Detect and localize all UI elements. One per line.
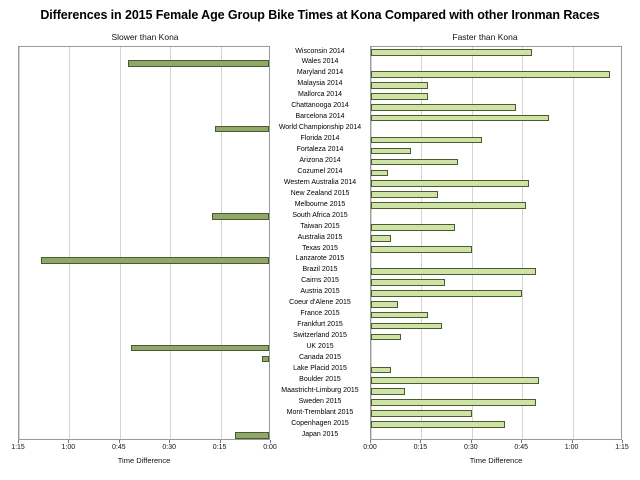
- category-label: Chattanooga 2014: [291, 102, 349, 110]
- bar-slower: [262, 356, 269, 363]
- axis-tick-label: 0:00: [263, 444, 277, 451]
- bar-faster: [371, 82, 428, 89]
- bar-faster: [371, 388, 405, 395]
- bar-faster: [371, 137, 482, 144]
- chart-title: Differences in 2015 Female Age Group Bike Times at Kona Compared with other Ironman Races: [40, 8, 600, 22]
- axis-tickmark: [220, 440, 221, 443]
- bar-slower: [41, 257, 270, 264]
- axis-tickmark: [572, 440, 573, 443]
- category-label: Lake Placid 2015: [293, 364, 347, 372]
- category-label: New Zealand 2015: [290, 189, 350, 197]
- bar-slower: [215, 126, 269, 133]
- gridline: [69, 47, 70, 439]
- gridline: [120, 47, 121, 439]
- axis-tick-label: 0:45: [514, 444, 528, 451]
- panel-header-slower: Slower than Kona: [111, 32, 179, 42]
- axis-tick-label: 0:45: [111, 444, 126, 451]
- bar-faster: [371, 268, 536, 275]
- bar-slower: [235, 432, 269, 439]
- bar-faster: [371, 115, 549, 122]
- category-label: Texas 2015: [302, 244, 338, 252]
- axis-tick-label: 1:15: [615, 444, 629, 451]
- category-label: Wales 2014: [301, 58, 339, 66]
- bar-faster: [371, 202, 526, 209]
- category-label: Japan 2015: [301, 430, 339, 438]
- category-label: Malaysia 2014: [297, 80, 343, 88]
- plot-area-slower: [18, 46, 270, 440]
- gridline: [221, 47, 222, 439]
- category-label: Maryland 2014: [296, 69, 344, 77]
- category-label: Lanzarote 2015: [295, 255, 345, 263]
- bar-slower: [212, 213, 269, 220]
- gridline: [19, 47, 20, 439]
- plot-area-faster: [370, 46, 622, 440]
- category-label: Frankfurt 2015: [297, 321, 343, 329]
- panel-header-faster: Faster than Kona: [452, 32, 518, 42]
- axis-title: Time Difference: [469, 456, 523, 465]
- bar-slower: [128, 60, 269, 67]
- category-label: Cairns 2015: [301, 277, 339, 285]
- axis-title: Time Difference: [117, 456, 171, 465]
- bar-faster: [371, 377, 539, 384]
- bar-faster: [371, 180, 529, 187]
- bar-faster: [371, 71, 610, 78]
- bar-faster: [371, 170, 388, 177]
- category-labels: [270, 46, 370, 440]
- category-label: South Africa 2015: [292, 211, 348, 219]
- category-label: Mallorca 2014: [298, 91, 342, 99]
- bar-faster: [371, 312, 428, 319]
- bar-faster: [371, 148, 411, 155]
- bar-faster: [371, 279, 445, 286]
- axis-tick-label: 0:15: [212, 444, 227, 451]
- axis-tickmark: [471, 440, 472, 443]
- category-label: Taiwan 2015: [300, 222, 340, 230]
- bar-faster: [371, 191, 438, 198]
- category-label: Australia 2015: [297, 233, 343, 241]
- bar-slower: [131, 345, 269, 352]
- bar-faster: [371, 367, 391, 374]
- axis-tickmark: [270, 440, 271, 443]
- axis-tick-label: 1:00: [564, 444, 579, 451]
- category-label: Barcelona 2014: [295, 113, 345, 121]
- category-label: Melbourne 2015: [294, 200, 346, 208]
- axis-tickmark: [68, 440, 69, 443]
- bar-faster: [371, 399, 536, 406]
- category-label: Arizona 2014: [299, 156, 341, 164]
- bar-faster: [371, 49, 532, 56]
- bar-faster: [371, 410, 472, 417]
- category-label: UK 2015: [306, 343, 334, 350]
- category-label: Brazil 2015: [302, 266, 338, 274]
- bar-faster: [371, 246, 472, 253]
- category-label: Western Australia 2014: [283, 178, 357, 186]
- category-label: Austria 2015: [300, 288, 340, 296]
- category-label: World Championship 2014: [278, 124, 362, 132]
- bar-faster: [371, 421, 505, 428]
- bar-faster: [371, 93, 428, 100]
- axis-tick-label: 0:15: [413, 444, 428, 451]
- bar-faster: [371, 235, 391, 242]
- axis-tickmark: [521, 440, 522, 443]
- gridline: [573, 47, 574, 439]
- axis-tickmark: [119, 440, 120, 443]
- category-label: Copenhagen 2015: [291, 419, 349, 427]
- category-label: Florida 2014: [300, 135, 340, 142]
- axis-tickmark: [169, 440, 170, 443]
- category-label: Cozumel 2014: [297, 167, 343, 175]
- category-label: Boulder 2015: [299, 375, 341, 383]
- bar-faster: [371, 159, 458, 166]
- axis-tick-label: 0:30: [463, 444, 478, 451]
- category-label: Sweden 2015: [298, 397, 342, 405]
- axis-tick-label: 0:30: [162, 444, 176, 451]
- bar-faster: [371, 224, 455, 231]
- axis-tick-label: 0:00: [363, 444, 377, 451]
- axis-tickmark: [370, 440, 371, 443]
- category-label: Fortaleza 2014: [296, 146, 344, 153]
- category-label: Mont-Tremblant 2015: [286, 408, 354, 416]
- gridline: [170, 47, 171, 439]
- bar-faster: [371, 323, 442, 330]
- category-label: Canada 2015: [298, 353, 342, 361]
- axis-tickmark: [622, 440, 623, 443]
- category-label: Switzerland 2015: [293, 332, 347, 339]
- category-label: Coeur d'Alene 2015: [289, 299, 351, 307]
- axis-tick-label: 1:15: [11, 444, 25, 451]
- bar-faster: [371, 301, 398, 308]
- bar-faster: [371, 290, 522, 297]
- axis-tick-label: 1:00: [61, 444, 76, 451]
- bar-faster: [371, 334, 401, 341]
- category-label: Maastricht-Limburg 2015: [281, 386, 359, 394]
- axis-tickmark: [420, 440, 421, 443]
- bar-faster: [371, 104, 516, 111]
- axis-tickmark: [18, 440, 19, 443]
- category-label: France 2015: [300, 310, 340, 318]
- category-label: Wisconsin 2014: [295, 47, 345, 55]
